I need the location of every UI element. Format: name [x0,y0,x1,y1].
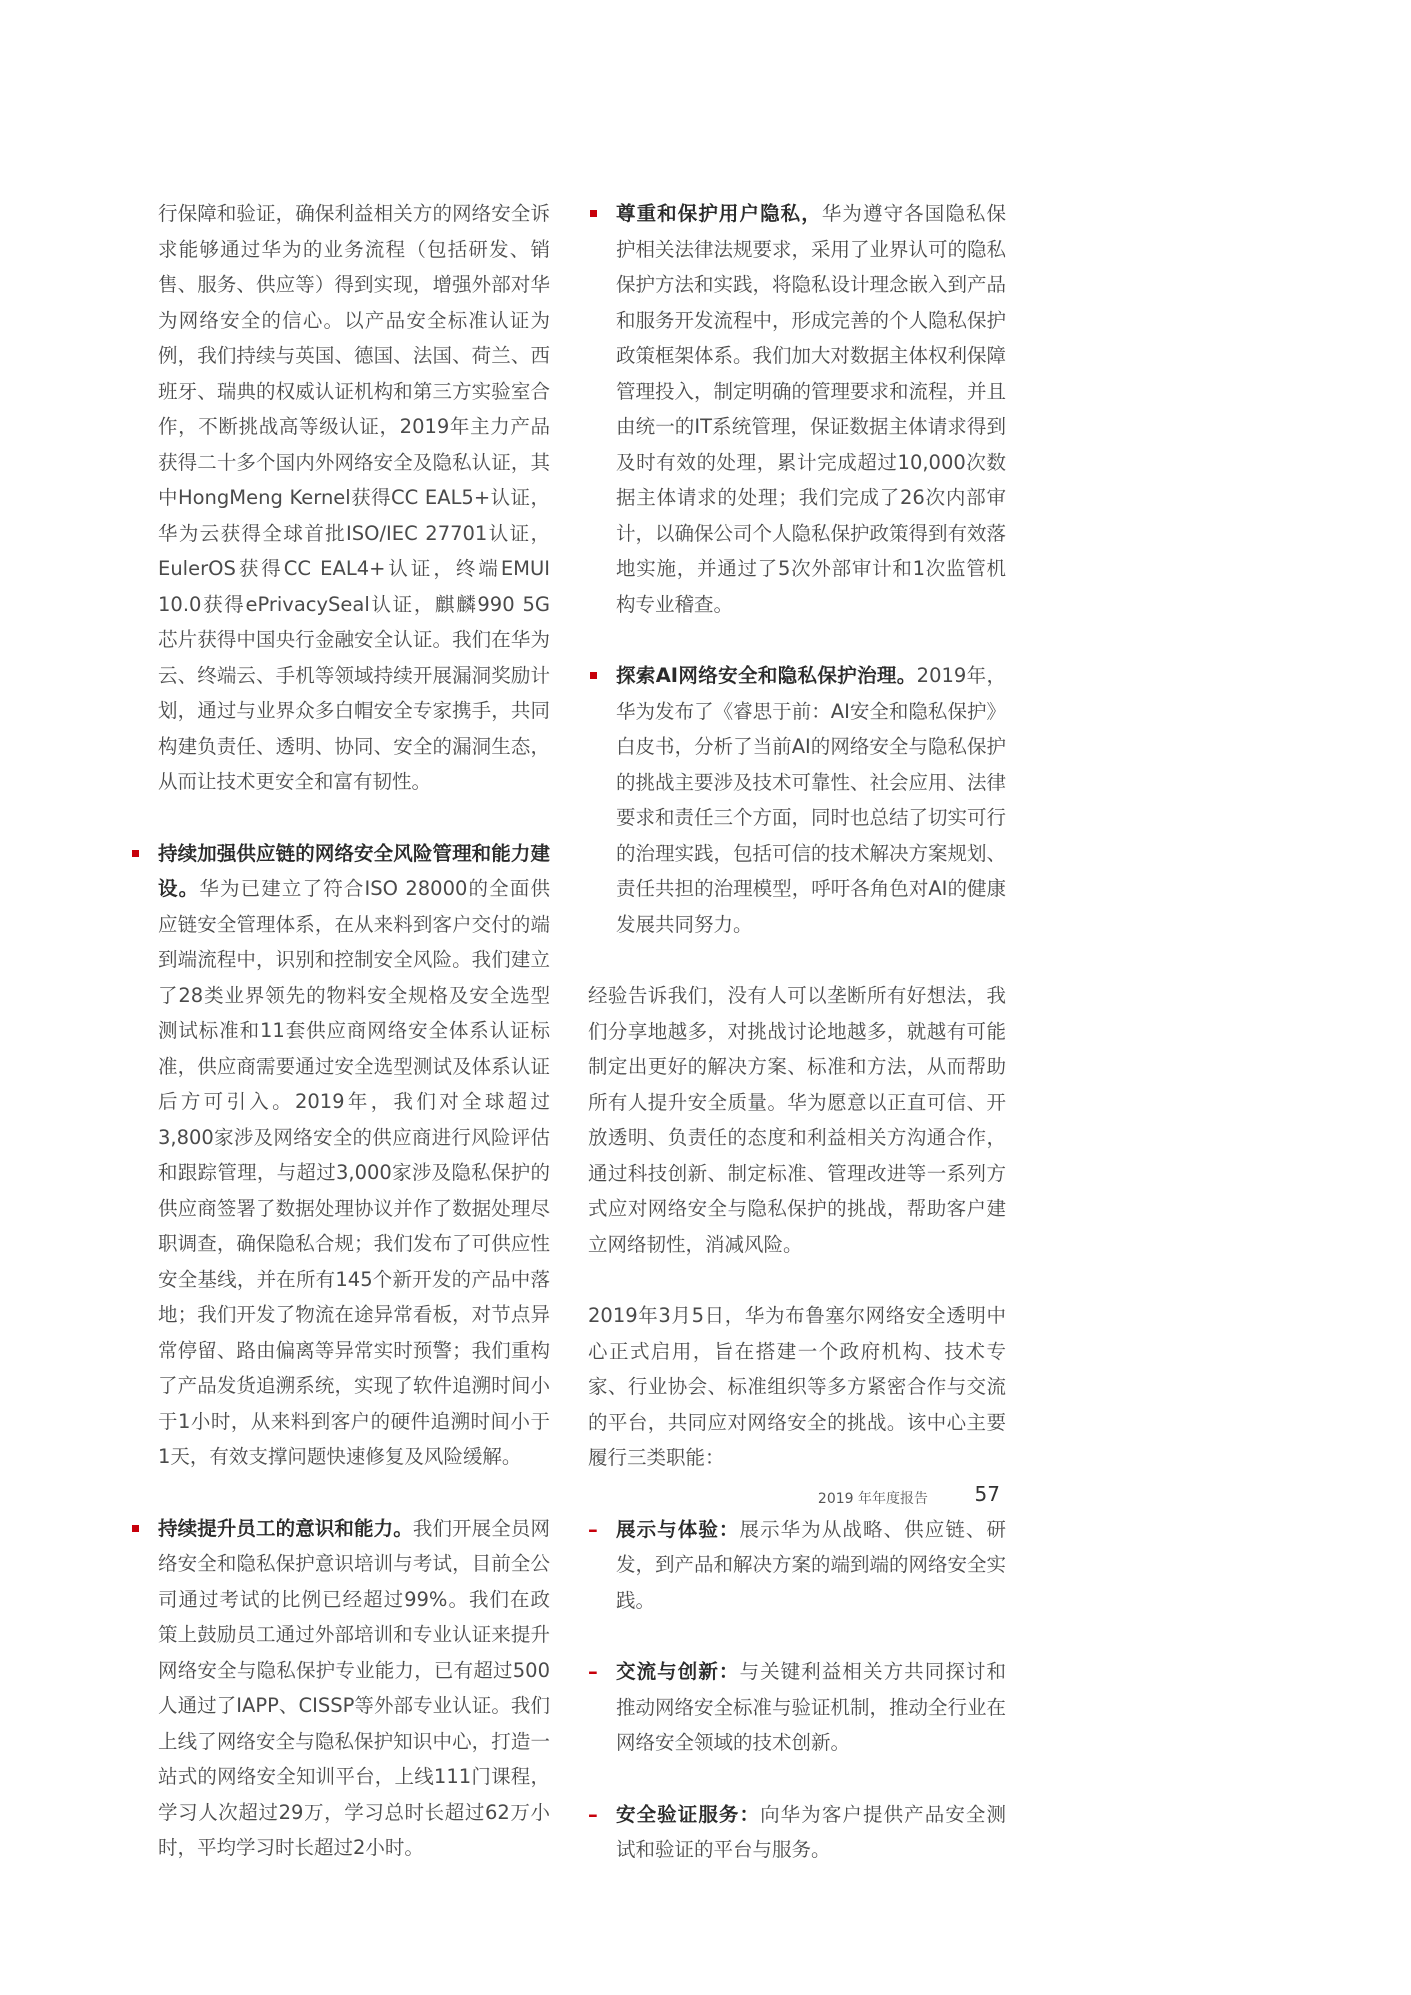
bullet-body: 2019年，华为发布了《睿思于前：AI安全和隐私保护》白皮书，分析了当前AI的网络安全与隐私保护的挑战主要涉及技术可靠性、社会应用、法律要求和责任三个方面，同时也总结了切实可行的治理实践，包括可信的技术解决方案规划、责任共担的治理模型，呼吁各角色对AI的健康发展共同努力。 [616,664,1007,936]
function-body: 向华为客户提供产品安全测试和验证的平台与服务。 [616,1802,1006,1861]
square-bullet-icon [590,210,597,217]
intro-paragraph: 行保障和验证，确保利益相关方的网络安全诉求能够通过华为的业务流程（包括研发、销售、服务、供应等）得到实现，增强外部对华为网络安全的信心。以产品安全标准认证为例，我们持续与英国、德国、法国、荷兰、西班牙、瑞典的权威认证机构和第三方实验室合作，不断挑战高等级认证，2019年主力产品获得二十多个国内外网络安全及隐私认证，其中HongMeng Kernel获得CC EAL5+认证，华为云获得全球首批ISO/IEC 27701认证，EulerOS获得CC EAL4+认证，终端EMUI 10.0获得ePrivacySeal认证，麒麟990 5G芯片获得中国央行金融安全认证。我们在华为云、终端云、手机等领域持续开展漏洞奖励计划，通过与业界众多白帽安全专家携手，共同构建负责任、透明、协同、安全的漏洞生态，从而让技术更安全和富有韧性。 [158,202,550,793]
bullet-title: 持续加强供应链的网络安全风险管理和能力建设。 [158,841,550,900]
bullet-ai-governance [588,658,1006,942]
bullet-body: 华为遵守各国隐私保护相关法律法规要求，采用了业界认可的隐私保护方法和实践，将隐私设计理念嵌入到产品和服务开发流程中，形成完善的个人隐私保护政策框架体系。我们加大对数据主体权利保障管理投入，制定明确的管理要求和流程，并且由统一的IT系统管理，保证数据主体请求得到及时有效的处理，累计完成超过10,000次数据主体请求的处理；我们完成了26次内部审计，以确保公司个人隐私保护政策得到有效落地实施，并通过了5次外部审计和1次监管机构专业稽查。 [616,202,1007,616]
transparency-center-paragraph: 2019年3月5日，华为布鲁塞尔网络安全透明中心正式启用，旨在搭建一个政府机构、技术专家、行业协会、标准组织等多方紧密合作与交流的平台，共同应对网络安全的挑战。该中心主要履行三类职能： [588,1304,1006,1469]
bullet-title: 尊重和保护用户隐私， [616,202,822,225]
bullet-body: 我们开展全员网络安全和隐私保护意识培训与考试，目前全公司通过考试的比例已经超过99%。我们在政策上鼓励员工通过外部培训和专业认证来提升网络安全与隐私保护专业能力，已有超过500人通过了IAPP、CISSP等外部专业认证。我们上线了网络安全与隐私保护知识中心，打造一站式的网络安全知训平台，上线111门课程，学习人次超过29万，学习总时长超过62万小时，平均学习时长超过2小时。 [158,1516,550,1859]
left-column [158,196,550,1866]
report-label: 2019 年年度报告 [817,1491,928,1507]
function-security-verification [588,1797,1006,1868]
square-bullet-icon [132,850,139,857]
bullet-supply-chain [158,836,550,1475]
function-title: 展示与体验： [616,1517,740,1541]
function-body: 展示华为从战略、供应链、研发，到产品和解决方案的端到端的网络安全实践。 [616,1517,1007,1612]
square-bullet-icon [590,672,597,679]
page-number: 57 [974,1482,1000,1506]
bullet-user-privacy [588,196,1006,622]
square-bullet-icon [132,1525,139,1532]
dash-bullet-icon: – [588,1660,598,1683]
function-display-experience [588,1512,1006,1619]
function-exchange-innovation [588,1654,1006,1761]
bullet-employee-awareness [158,1511,550,1866]
dash-bullet-icon: – [588,1517,598,1541]
experience-paragraph: 经验告诉我们，没有人可以垄断所有好想法，我们分享地越多，对挑战讨论地越多，就越有可能制定出更好的解决方案、标准和方法，从而帮助所有人提升安全质量。华为愿意以正直可信、开放透明、负责任的态度和利益相关方沟通合作，通过科技创新、制定标准、管理改进等一系列方式应对网络安全与隐私保护的挑战，帮助客户建立网络韧性，消减风险。 [588,984,1006,1256]
bullet-body: 华为已建立了符合ISO 28000的全面供应链安全管理体系，在从来料到客户交付的端到端流程中，识别和控制安全风险。我们建立了28类业界领先的物料安全规格及安全选型测试标准和11套供应商网络安全体系认证标准，供应商需要通过安全选型测试及体系认证后方可引入。2019年，我们对全球超过3,800家涉及网络安全的供应商进行风险评估和跟踪管理，与超过3,000家涉及隐私保护的供应商签署了数据处理协议并作了数据处理尽职调查，确保隐私合规；我们发布了可供应性安全基线，并在所有145个新开发的产品中落地；我们开发了物流在途异常看板，对节点异常停留、路由偏离等异常实时预警；我们重构了产品发货追溯系统，实现了软件追溯时间小于1小时，从来料到客户的硬件追溯时间小于1天，有效支撑问题快速修复及风险缓解。 [158,877,550,1468]
right-column [588,196,1006,1868]
function-title: 安全验证服务： [616,1802,761,1826]
function-body: 与关键利益相关方共同探讨和推动网络安全标准与验证机制，推动全行业在网络安全领域的技术创新。 [616,1660,1007,1754]
dash-bullet-icon: – [588,1802,598,1826]
bullet-title: 持续提升员工的意识和能力。 [158,1516,413,1540]
function-title: 交流与创新： [616,1660,740,1683]
bullet-title: 探索AI网络安全和隐私保护治理。 [616,664,917,687]
